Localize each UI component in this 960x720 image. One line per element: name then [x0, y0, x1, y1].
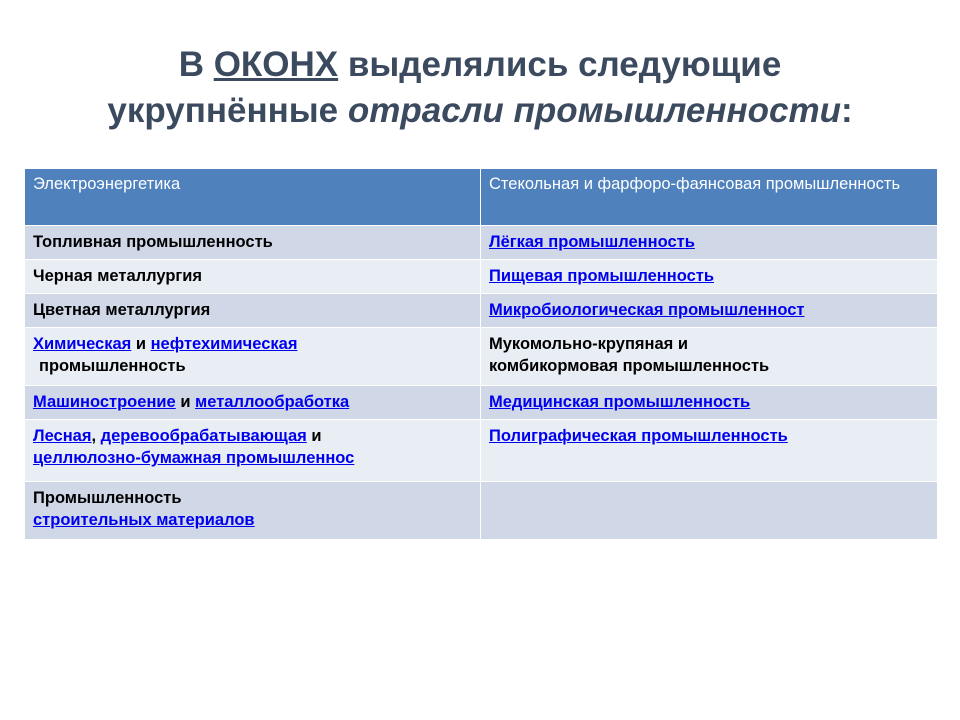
title-line-2: [40, 88, 920, 134]
link-light-industry[interactable]: Лёгкая промышленность: [489, 233, 695, 251]
text-and: и: [175, 393, 196, 411]
link-medical[interactable]: Медицинская промышленность: [489, 393, 751, 411]
link-petrochemical[interactable]: нефтехимическая: [150, 335, 298, 353]
title-text: выделялись следующие: [338, 45, 782, 84]
cell-chemical: [25, 328, 481, 386]
cell-forestry: [25, 420, 481, 482]
link-microbiological[interactable]: Микробиологическая промышленност: [489, 301, 805, 319]
table-row: [25, 482, 938, 540]
cell-ferrous: Черная металлургия: [25, 260, 481, 294]
table-row: [25, 420, 938, 482]
link-food-industry[interactable]: Пищевая промышленность: [489, 267, 715, 285]
cell-empty: [481, 482, 938, 540]
link-pulp-paper[interactable]: целлюлозно-бумажная промышленнос: [33, 449, 355, 467]
link-forestry[interactable]: Лесная: [33, 427, 92, 445]
link-building-materials[interactable]: строительных материалов: [33, 511, 255, 529]
cell-milling: [481, 328, 938, 386]
text-and: и: [306, 427, 322, 445]
title-colon: :: [840, 91, 853, 130]
text-comma: ,: [91, 427, 101, 445]
title-italic: отрасли промышленности: [347, 91, 841, 130]
title-text: В: [178, 45, 214, 84]
text-construction: Промышленность: [33, 489, 182, 507]
text-milling-2: комбикормовая промышленность: [489, 357, 770, 375]
table-row: [25, 328, 938, 386]
table-row: [25, 260, 938, 294]
title-text: укрупнённые: [107, 91, 348, 130]
industries-table: [24, 168, 938, 540]
link-printing[interactable]: Полиграфическая промышленность: [489, 427, 788, 445]
okonh-link[interactable]: ОКОНХ: [213, 45, 339, 84]
header-cell-left: Электроэнергетика: [25, 169, 481, 226]
cell-machinery: [25, 386, 481, 420]
table-row: [25, 294, 938, 328]
cell-fuel: Топливная промышленность: [25, 226, 481, 260]
link-machinery[interactable]: Машиностроение: [33, 393, 176, 411]
slide-title: [40, 42, 920, 134]
header-cell-right: Стекольная и фарфоро-фаянсовая промышленность: [481, 169, 938, 226]
text-industry: промышленность: [39, 357, 186, 375]
title-line-1: [40, 42, 920, 88]
link-chemical[interactable]: Химическая: [33, 335, 132, 353]
link-metalworking[interactable]: металлообработка: [195, 393, 350, 411]
cell-nonferrous: Цветная металлургия: [25, 294, 481, 328]
table-row: [25, 226, 938, 260]
link-woodworking[interactable]: деревообрабатывающая: [100, 427, 307, 445]
cell-construction: [25, 482, 481, 540]
table-header-row: [25, 169, 938, 226]
text-and: и: [131, 335, 151, 353]
table-row: [25, 386, 938, 420]
text-milling-1: Мукомольно-крупяная и: [489, 335, 689, 353]
